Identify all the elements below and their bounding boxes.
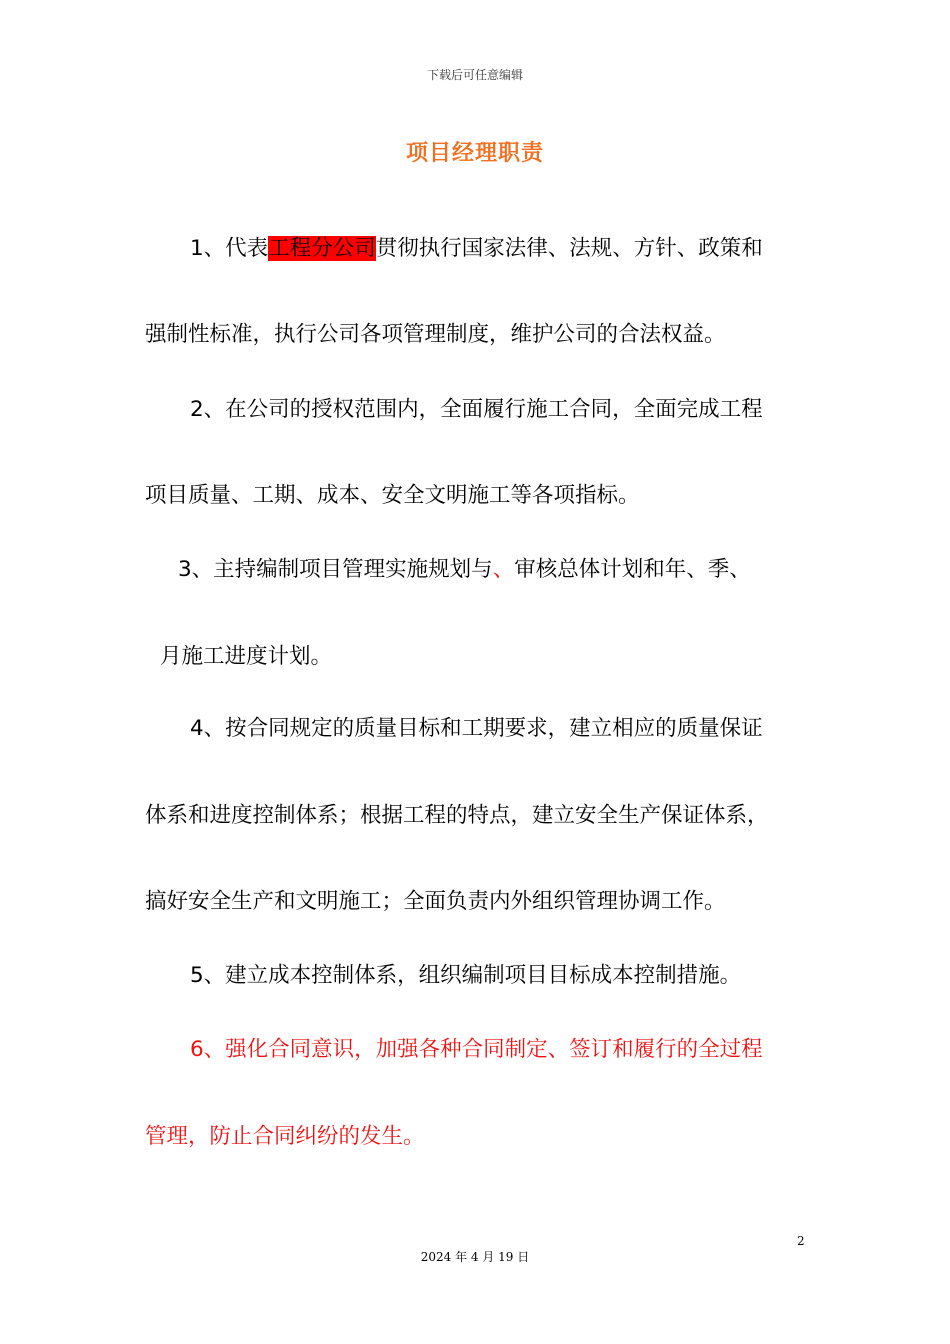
item-3-line-2: 月施工进度计划。	[160, 644, 333, 669]
footer-date: 2024 年 4 月 19 日	[420, 1250, 530, 1264]
item-3-line-1	[178, 555, 751, 585]
header-note: 下载后可任意编辑	[426, 68, 523, 82]
item-4-line-2: 体系和进度控制体系；根据工程的特点，建立安全生产保证体系，	[145, 803, 769, 828]
item-3-suffix: 审核总体计划和年、季、	[514, 557, 751, 582]
item-4-line-1: 4、按合同规定的质量目标和工期要求，建立相应的质量保证	[190, 716, 763, 741]
page-number: 2	[797, 1234, 805, 1248]
item-3-red-mark: 、	[492, 557, 515, 582]
item-1-line-1	[190, 234, 763, 264]
item-3-prefix: 3、主持编制项目管理实施规划与	[178, 557, 493, 582]
item-2-line-1: 2、在公司的授权范围内，全面履行施工合同，全面完成工程	[190, 397, 763, 422]
item-6-line-2: 管理，防止合同纠纷的发生。	[145, 1124, 425, 1149]
item-1-line-2: 强制性标准，执行公司各项管理制度，维护公司的合法权益。	[145, 322, 726, 347]
highlighted-company-name: 工程分公司	[268, 236, 376, 261]
item-5-line-1: 5、建立成本控制体系，组织编制项目目标成本控制措施。	[190, 963, 742, 988]
item-1-suffix: 贯彻执行国家法律、法规、方针、政策和	[375, 236, 763, 261]
page-title: 项目经理职责	[405, 141, 544, 166]
item-1-prefix: 1、代表	[190, 236, 269, 261]
item-6-line-1: 6、强化合同意识，加强各种合同制定、签订和履行的全过程	[190, 1037, 763, 1062]
item-2-line-2: 项目质量、工期、成本、安全文明施工等各项指标。	[145, 483, 640, 508]
item-4-line-3: 搞好安全生产和文明施工；全面负责内外组织管理协调工作。	[145, 889, 726, 914]
